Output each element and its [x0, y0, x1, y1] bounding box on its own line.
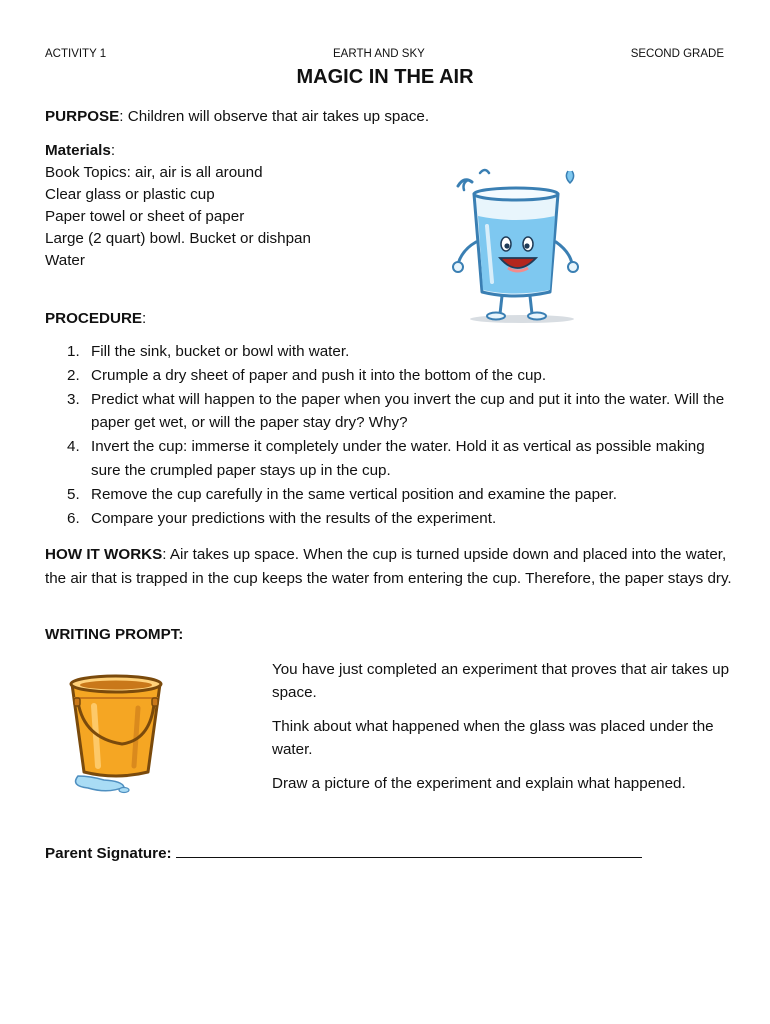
grade-level: SECOND GRADE	[630, 48, 724, 60]
activity-number: ACTIVITY 1	[45, 48, 107, 60]
materials-heading: Materials:	[45, 142, 116, 159]
procedure-label: PROCEDURE	[45, 310, 143, 327]
page-header	[45, 48, 724, 64]
procedure-step: 2. Crumple a dry sheet of paper and push it into the bottom of the cup.	[67, 366, 547, 384]
purpose-label: PURPOSE	[45, 108, 120, 125]
signature-label: Parent Signature:	[45, 845, 172, 862]
happy-water-glass-icon	[452, 164, 590, 326]
material-item: Water	[45, 252, 85, 269]
writing-prompt-paragraph: Think about what happened when the glass was placed under the water.	[272, 718, 714, 758]
how-it-works-text: : Air takes up space. When the cup is turned upside down and placed into the water, the air that is trapped in the cup keeps the water from entering the cup. Therefore, the paper stays dry.	[45, 546, 732, 587]
material-item: Clear glass or plastic cup	[45, 186, 215, 203]
procedure-step: 6. Compare your predictions with the results of the experiment.	[67, 509, 497, 527]
material-item: Paper towel or sheet of paper	[45, 208, 245, 225]
parent-signature	[45, 843, 642, 862]
materials-section	[45, 140, 311, 272]
procedure-heading: PROCEDURE:	[45, 310, 147, 327]
yellow-bucket-icon	[64, 668, 176, 796]
writing-prompt-text	[272, 658, 732, 806]
writing-prompt-paragraph: You have just completed an experiment that proves that air takes up space.	[272, 661, 730, 701]
materials-label: Materials	[45, 142, 111, 159]
procedure-step: 4. Invert the cup: immerse it completely under the water. Hold it as vertical as possible making sure the crumpled paper stays up in the cup.	[67, 438, 705, 479]
subject-area: EARTH AND SKY	[333, 48, 425, 60]
purpose-text: : Children will observe that air takes up space.	[119, 108, 430, 125]
signature-line[interactable]	[176, 843, 642, 858]
how-it-works-label: HOW IT WORKS	[45, 546, 163, 563]
how-it-works-section	[45, 543, 735, 591]
writing-prompt-paragraph: Draw a picture of the experiment and explain what happened.	[272, 775, 686, 792]
material-item: Book Topics: air, air is all around	[45, 164, 263, 181]
page-title: MAGIC IN THE AIR	[296, 66, 474, 88]
material-item: Large (2 quart) bowl. Bucket or dishpan	[45, 230, 311, 247]
procedure-step: 1. Fill the sink, bucket or bowl with water.	[67, 343, 350, 360]
purpose-section	[45, 106, 429, 128]
procedure-step: 3. Predict what will happen to the paper when you invert the cup and put it into the water. Will the paper get wet, or will the paper stay dry? Why?	[67, 390, 725, 432]
procedure-step: 5. Remove the cup carefully in the same vertical position and examine the paper.	[67, 485, 617, 503]
writing-prompt-heading: WRITING PROMPT:	[45, 626, 184, 643]
procedure-steps	[45, 340, 735, 530]
